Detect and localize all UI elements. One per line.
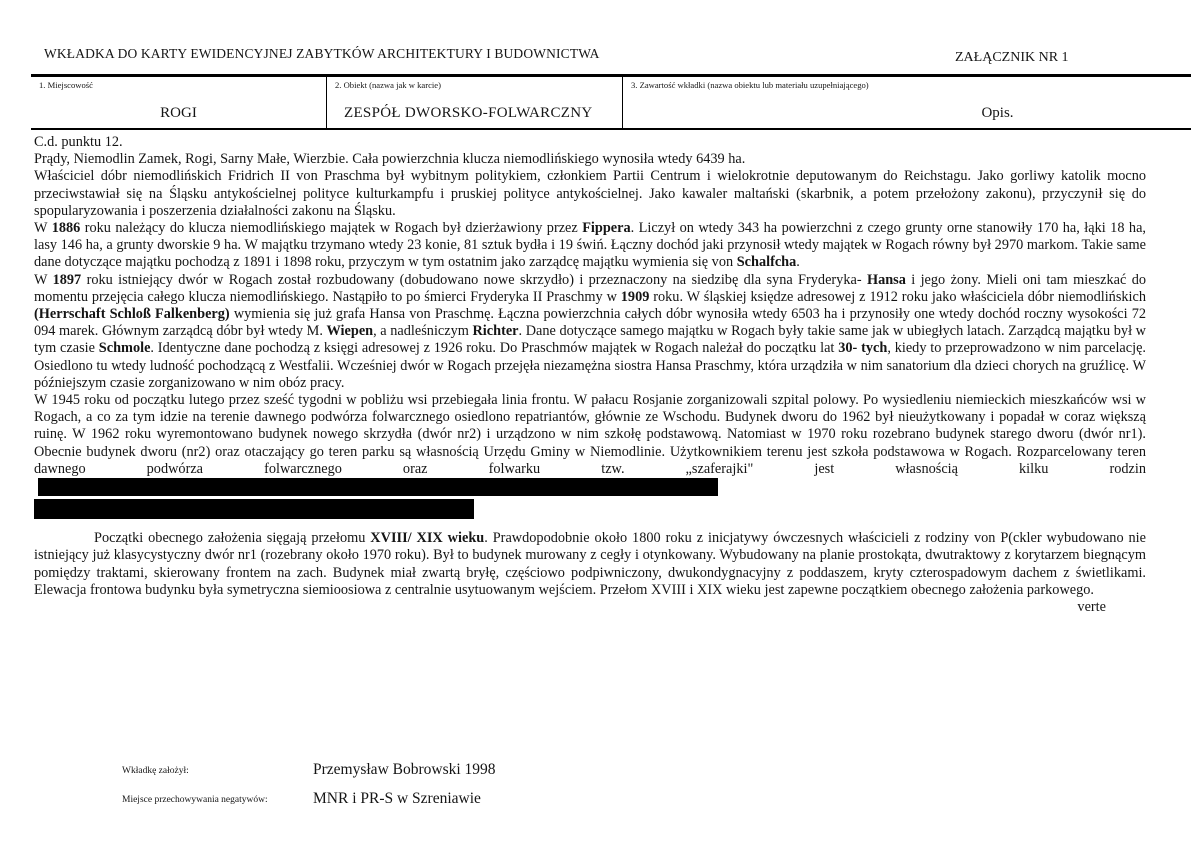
text-run: .	[796, 254, 800, 271]
paragraph-1945	[34, 392, 1146, 519]
tenant-name: Fippera	[582, 220, 631, 237]
son-name: Hansa	[866, 271, 906, 288]
wiepen-name: Wiepen	[326, 323, 374, 340]
text-run: . Dane dotyczące samego majątku w Rogach były takie same jak w ubiegłych latach. Zarządcą majątku był w tym czasie	[34, 323, 1146, 357]
created-by-label: Wkładkę założył:	[122, 766, 189, 776]
object-label: 2. Obiekt (nazwa jak w karcie)	[335, 80, 441, 90]
negatives-value: MNR i PR-S w Szreniawie	[313, 790, 481, 807]
paragraph-estate-area: Prądy, Niemodlin Zamek, Rogi, Sarny Małe, Wierzbie. Cała powierzchnia klucza niemodlińskiego wynosiła wtedy 6439 ha.	[34, 151, 746, 168]
header-bottom-rule	[31, 128, 1191, 130]
text-run: roku. W śląskiej księdze adresowej z 1912 roku jako właściciela dóbr niemodlińskich	[649, 288, 1147, 305]
redaction-bar	[34, 499, 474, 519]
year-1897: 1897	[52, 271, 82, 288]
text-run: W	[34, 271, 53, 288]
created-by-value: Przemysław Bobrowski 1998	[313, 761, 496, 778]
text-run: W 1945 roku od początku lutego przez sześć tygodni w pobliżu wsi przebiegała linia frontu. W pałacu Rosjanie zorganizowali szpital polowy. Po wysiedleniu niemieckich mieszkańców wsi w Rogach, a co za tym idzie na terenie dawnego podwórza folwarcznego osiedlono repatriantów, głównie ze Wschodu. Budynek dworu do 1962 był nieużytkowany i popadał w coraz większą ruinę. W 1962 roku wyremontowano budynek nowego skrzydła (dwór nr2) i urządzono w nim szkołę podstawową. Natomiast w 1970 roku rozebrano budynek starego dworu (dwór nr1). Obecnie budynek dworu (nr2) oraz otaczający go teren parku są własnością Urzędu Gminy w Niemodlinie. Użytkownikiem terenu jest szkoła podstawowa w Rogach. Rozparcelowany teren dawnego podwórza folwarcznego oraz folwarku tzw. „szaferajki" jest własnością kilku rodzin	[34, 392, 1146, 477]
redaction-bar	[38, 478, 718, 496]
text-run: , a nadleśniczym	[373, 323, 473, 340]
verte-note: verte	[1077, 599, 1106, 616]
negatives-label: Miejsce przechowywania negatywów:	[122, 795, 268, 805]
century: XVIII/ XIX wieku	[370, 530, 485, 547]
estate-name: (Herrschaft Schloß Falkenberg)	[34, 306, 230, 323]
thirties: 30- tych	[838, 340, 888, 357]
text-run: . Identyczne dane pochodzą z księgi adresowej z 1926 roku. Do Praschmów majątek w Rogach należał do początku lat	[150, 340, 839, 357]
content-field	[622, 77, 1192, 128]
continuation-note: C.d. punktu 12.	[34, 134, 123, 150]
paragraph-owner: Właściciel dóbr niemodlińskich Fridrich II von Praschma był wybitnym politykiem, członkiem Partii Centrum i wielokrotnie deputowanym do Reichstagu. Jako gorliwy katolik mocno przeciwstawiał się na Śląsku antykościelnej polityce kulturkampfu i pruskiej polityce antykościelnej. Jako kawaler maltański (skarbnik, a potem przełożony zakonu), przyczynił się do spopularyzowania i poszerzenia działalności zakonu na Śląsku.	[34, 168, 1146, 219]
text-run: i jego żony. Mieli oni tam mieszkać do momentu przejęcia całego klucza niemodlińskiego. Nastąpiło to po śmierci Fryderyka II Praschmy w	[34, 271, 1146, 305]
richter-name: Richter	[472, 323, 519, 340]
text-run: . Prawdopodobnie około 1800 roku z inicjatywy ówczesnych właścicieli z rodziny von P(ckler wybudowano nie istniejący już klasycystyczny dwór nr1 (rozebrany około 1970 roku). Był to budynek murowany z cegły i otynkowany. Wybudowany na planie prostokąta, dwutraktowy z korytarzem biegnącym pomiędzy traktami, skierowany frontem na zach. Budynek miał zwartą bryłę, częściowo podpiwniczony, dwukondygnacyjny z poddaszem, kryty czterospadowym dachem z świetlikami. Elewacja frontowa budynku była symetryczna siemioosiowa z centralnie usytuowanym wejściem. Przełom XVIII i XIX wieku jest zapewne początkiem obecnego założenia parkowego.	[34, 530, 1146, 598]
manager-name: Schalfcha	[736, 254, 797, 271]
locality-label: 1. Miejscowość	[39, 80, 93, 90]
text-run: roku należący do klucza niemodlińskiego majątek w Rogach był dzierżawiony przez	[80, 220, 583, 237]
paragraph-origins	[34, 530, 1146, 616]
annex-label: ZAŁĄCZNIK NR 1	[955, 50, 1069, 65]
text-run: W	[34, 220, 52, 237]
locality-field	[31, 77, 326, 128]
document-title: WKŁADKA DO KARTY EWIDENCYJNEJ ZABYTKÓW ARCHITEKTURY I BUDOWNICTWA	[44, 46, 600, 61]
locality-value: ROGI	[160, 105, 197, 121]
year-1886: 1886	[51, 220, 81, 237]
paragraph-1886	[34, 220, 1146, 272]
object-value: ZESPÓŁ DWORSKO-FOLWARCZNY	[344, 105, 593, 121]
content-label: 3. Zawartość wkładki (nazwa obiektu lub materiału uzupełniającego)	[631, 80, 869, 90]
schmole-name: Schmole	[98, 340, 151, 357]
paragraph-1897	[34, 272, 1146, 392]
text-run: Początki obecnego założenia sięgają przełomu	[94, 530, 371, 547]
text-run: roku istniejący dwór w Rogach został rozbudowany (dobudowano nowe skrzydło) i przeznaczony na siedzibę dla syna Fryderyka-	[81, 271, 867, 288]
text-run: wymienia się już grafa Hansa von Praschmę. Łączna powierzchnia całych dóbr wynosiła wtedy 6503 ha i przynosiły one wtedy dochód roczny wysokości 72 094 marek. Głównym zarządcą dóbr był wtedy M.	[34, 306, 1146, 340]
content-value: Opis.	[981, 105, 1014, 121]
year-1909: 1909	[620, 288, 650, 305]
object-field	[326, 77, 623, 128]
text-run: , kiedy to przeprowadzono w nim parcelację. Osiedlono tu wtedy ludność pochodzącą z Westfalii. Wcześniej dwór w Rogach przejęła niezamężna siostra Hansa Praschmy, która urządziła w nim sanatorium dla dzieci chorych na gruźlicę. W późniejszym czasie zorganizowano w nim obóz pracy.	[34, 340, 1147, 391]
text-run: . Liczył on wtedy 343 ha powierzchni z czego grunty orne stanowiły 170 ha, łąki 18 ha, lasy 146 ha, a grunty dworskie 9 ha. W majątku trzymano wtedy 23 konie, 81 sztuk bydła i 19 świń. Łączny dochód jaki przynosił wtedy majątek w Rogach równy był 2970 markom. Takie same dane dotyczące majątku pochodzą z 1891 i 1898 roku, przyczym w tym ostatnim jako zarządcę majątku wymienia się von	[34, 220, 1146, 271]
document-body	[34, 134, 1146, 616]
